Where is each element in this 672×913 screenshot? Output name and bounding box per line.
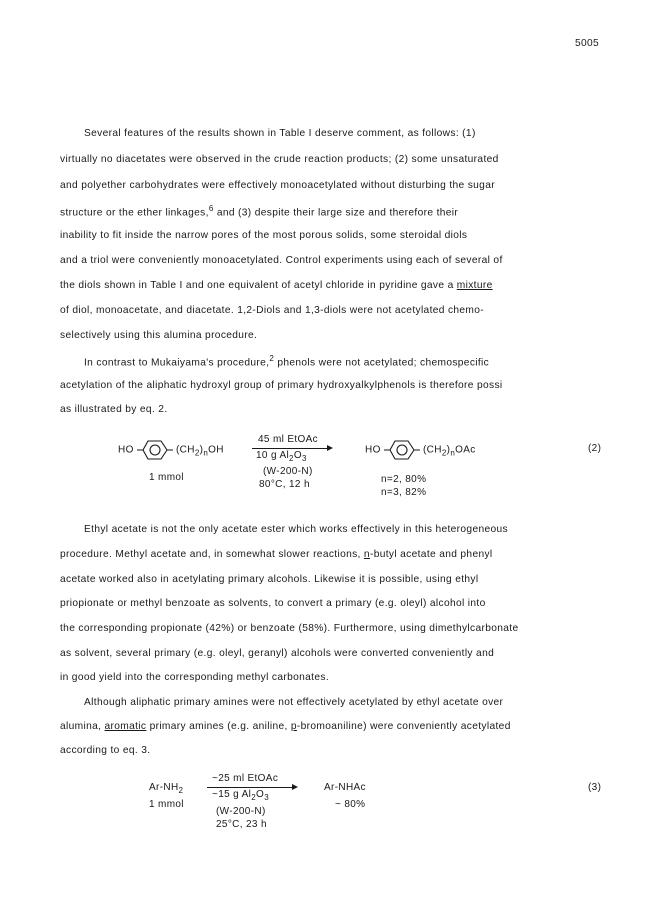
catalyst: (W-200-N): [263, 466, 313, 477]
arrow-head-icon: [327, 445, 333, 451]
reactant-amount: 1 mmol: [149, 799, 184, 810]
text-line: the corresponding propionate (42%) or benzoate (58%). Furthermore, using dimethylcarbonate: [60, 623, 519, 634]
benzene-ring-icon: [384, 438, 420, 462]
text-span: In contrast to Mukaiyama's procedure,: [84, 357, 270, 369]
product-yield: n=2, 80%: [381, 474, 427, 485]
reaction-arrow: [252, 448, 328, 449]
text-span: alumina,: [60, 721, 102, 732]
reagent-below-arrow: [256, 450, 307, 463]
text-span: primary amines (e.g. aniline,: [149, 721, 288, 732]
footnote-ref: 2: [269, 354, 275, 363]
text-line: selectively using this alumina procedure.: [60, 330, 258, 341]
text-line: inability to fit inside the narrow pores of the most porous solids, some steroidal diols: [60, 230, 468, 241]
footnote-ref: 6: [208, 204, 214, 213]
text-span: procedure. Methyl acetate and, in somewhat slower reactions,: [60, 549, 361, 560]
reagent-text: ~15 g Al: [212, 789, 252, 800]
chain-end: OH: [208, 444, 224, 456]
text-line: Although aliphatic primary amines were not effectively acetylated by ethyl acetate over: [84, 697, 504, 708]
benzene-ring-icon: [137, 438, 173, 462]
hydroxyl-group: HO: [118, 444, 134, 456]
text-line: according to eq. 3.: [60, 745, 151, 756]
underlined-word: aromatic: [104, 721, 147, 732]
text-line: as solvent, several primary (e.g. oleyl, geranyl) alcohols were converted conveniently and: [60, 648, 495, 659]
text-span: the diols shown in Table I and one equivalent of acetyl chloride in pyridine gave a: [60, 280, 454, 291]
arrow-head-icon: [292, 784, 298, 790]
reagent-text: O: [293, 450, 302, 461]
reaction-conditions: 25°C, 23 h: [216, 819, 267, 830]
subscript: 2: [251, 793, 257, 802]
text-line: acetylation of the aliphatic hydroxyl group of primary hydroxyalkylphenols is therefore possi: [60, 380, 503, 391]
text-span: phenols were not acetylated; chemospecific: [277, 357, 490, 369]
underlined-word: mixture: [456, 280, 493, 291]
subscript: 3: [301, 454, 307, 463]
reactant-structure: [118, 438, 224, 462]
subscript: 2: [194, 448, 200, 458]
text-line: in good yield into the corresponding methyl carbonates.: [60, 672, 329, 683]
chain-paren: ): [199, 444, 204, 456]
reagent-text: O: [256, 789, 265, 800]
subscript: 3: [264, 793, 269, 802]
equation-label: (2): [588, 443, 602, 454]
page-number: 5005: [575, 38, 600, 49]
chain-text: (CH: [422, 444, 442, 456]
text-line: [60, 204, 458, 218]
chain-text: (CH: [175, 444, 195, 456]
reaction-arrow: [207, 787, 293, 788]
text-line: and polyether carbohydrates were effectively monoacetylated without disturbing the sugar: [60, 180, 495, 191]
text-span: -bromoaniline) were conveniently acetylated: [296, 721, 511, 732]
text-span: -butyl acetate and phenyl: [369, 549, 493, 560]
catalyst: (W-200-N): [216, 806, 266, 817]
subscript: 2: [441, 448, 447, 458]
text-line: as illustrated by eq. 2.: [60, 404, 168, 415]
text-line: virtually no diacetates were observed in the crude reaction products; (2) some unsaturated: [60, 154, 499, 165]
italic-n: n: [363, 549, 370, 560]
reactant-amount: 1 mmol: [149, 472, 184, 483]
chain-paren: ): [446, 444, 451, 456]
italic-p: p: [290, 721, 297, 732]
product-yield: ~ 80%: [335, 799, 366, 810]
chain-end: OAc: [455, 444, 476, 456]
reaction-conditions: 80°C, 12 h: [259, 479, 310, 490]
text-span: and (3) despite their large size and therefore their: [216, 207, 459, 219]
text-line: [60, 549, 493, 560]
text-line: [60, 280, 493, 291]
subscript: n: [450, 448, 456, 458]
text-line: priopionate or methyl benzoate as solvents, to convert a primary (e.g. oleyl) alcohol into: [60, 598, 486, 609]
equation-label: (3): [588, 782, 602, 793]
subscript: n: [203, 448, 209, 458]
product-yield: n=3, 82%: [381, 487, 427, 498]
reactant: [149, 782, 183, 795]
reagent-above-arrow: 45 ml EtOAc: [258, 434, 318, 445]
reagent-above-arrow: ~25 ml EtOAc: [212, 773, 279, 784]
product: Ar-NHAc: [324, 782, 366, 793]
text-line: Ethyl acetate is not the only acetate ester which works effectively in this heterogeneous: [84, 524, 508, 535]
reactant-text: Ar-NH: [149, 782, 179, 793]
text-line: acetate worked also in acetylating primary alcohols. Likewise it is possible, using ethyl: [60, 574, 479, 585]
text-line: [60, 721, 511, 732]
text-span: structure or the ether linkages,: [60, 207, 209, 219]
text-line: of diol, monoacetate, and diacetate. 1,2-Diols and 1,3-diols were not acetylated chemo-: [60, 305, 485, 316]
hydroxyl-group: HO: [365, 444, 381, 456]
reagent-below-arrow: [212, 789, 269, 802]
text-line: and a triol were conveniently monoacetylated. Control experiments using each of several of: [60, 255, 503, 266]
subscript: 2: [178, 786, 184, 795]
text-line: Several features of the results shown in Table I deserve comment, as follows: (1): [84, 128, 476, 139]
product-structure: [365, 438, 476, 462]
reagent-text: 10 g Al: [256, 450, 290, 461]
text-line: [84, 354, 489, 368]
subscript: 2: [289, 454, 294, 463]
